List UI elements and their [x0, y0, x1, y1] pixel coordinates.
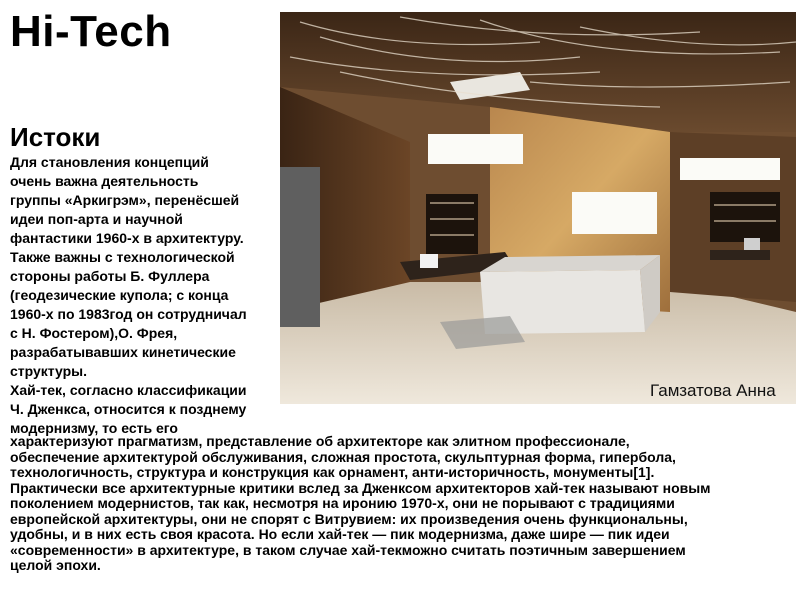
intro-paragraph — [10, 153, 278, 438]
paragraph-line: Практически все архитектурные критики вслед за Дженксом архитекторов хай-тек называют новым — [10, 479, 711, 496]
paragraph-line: Ч. Дженкса, относится к позднему — [10, 401, 247, 417]
section-heading: Истоки — [10, 122, 101, 152]
paragraph-line: (геодезические купола; с конца — [10, 287, 229, 303]
author-caption: Гамзатова Анна — [650, 381, 776, 400]
paragraph-line: поколением модернистов, так как, несмотря на иронию 1970-х, они не порывают с традициями — [10, 495, 675, 511]
paragraph-line: разрабатывавших кинетические — [10, 344, 236, 360]
paragraph-line: фантастики 1960-х в архитектуру. — [10, 230, 244, 246]
paragraph-line: Также важны с технологической — [10, 249, 235, 265]
paragraph-line: целой эпохи. — [10, 557, 101, 573]
paragraph-line: европейской архитектуры, они не спорят с Витрувием: их произведения очень функциональны, — [10, 510, 688, 527]
paragraph-line: «современности» в архитектуре, в таком случае хай-текможно считать поэтичным завершением — [10, 541, 686, 558]
paragraph-line: стороны работы Б. Фуллера — [10, 268, 210, 284]
paragraph-line: обеспечение архитектурой обслуживания, сложная простота, скульптурная форма, гипербола, — [10, 448, 676, 465]
paragraph-line: 1960-х по 1983год он сотрудничал — [10, 306, 247, 322]
paragraph-line: Хай-тек, согласно классификации — [10, 382, 247, 398]
interior-photo — [280, 12, 796, 404]
paragraph-line: модернизму, то есть его — [10, 420, 178, 436]
paragraph-line: группы «Аркигрэм», перенёсшей — [10, 192, 240, 208]
continued-paragraph — [10, 434, 794, 574]
paragraph-line: с Н. Фостером),О. Фрея, — [10, 325, 178, 341]
paragraph-line: Для становления концепций — [10, 154, 209, 170]
paragraph-line: технологичность, структура и конструкция как орнамент, анти-историчность, монументы[1]. — [10, 464, 655, 480]
paragraph-line: идеи поп-арта и научной — [10, 211, 183, 227]
paragraph-line: характеризуют прагматизм, представление об архитекторе как элитном профессионале, — [10, 433, 630, 449]
paragraph-line: удобны, и в них есть своя красота. Но если хай-тек — пик модернизма, даже шире — пик идеи — [10, 526, 670, 542]
paragraph-line: очень важна деятельность — [10, 173, 199, 189]
interior-illustration — [280, 12, 796, 404]
paragraph-line: структуры. — [10, 363, 88, 379]
slide-title: Hi-Tech — [10, 7, 172, 56]
